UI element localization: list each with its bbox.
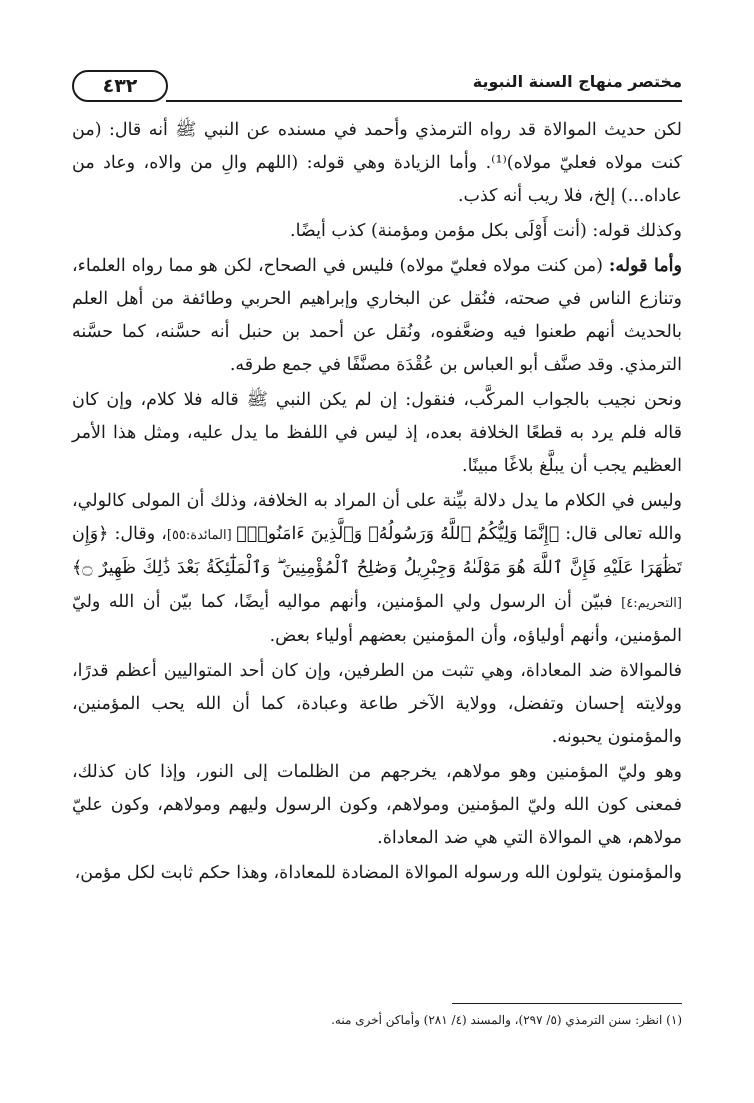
verse-reference-tahrim: [التحريم:٤] [621,596,682,611]
running-title: مختصر منهاج السنة النبوية [472,72,682,91]
quran-verse-tahrim: ﴿وَإِن تَظَٰهَرَا عَلَيْهِ فَإِنَّ ٱللَّهَ هُوَ مَوْلَىٰهُ وَجِبْرِيلُ وَصَٰلِحُ ٱلْمُؤْمِنِينَ ۖ وَٱلْمَلَٰٓئِكَةُ بَعْدَ ذَٰلِكَ ظَهِيرٌ ۝﴾ [72,524,682,578]
page-body [72,114,682,890]
paragraph-1: لكن حديث الموالاة قد رواه الترمذي وأحمد في مسنده عن النبي ﷺ أنه قال: (من كنت مولاه فعليّ مولاه)⁽¹⁾. وأما الزيادة وهي قوله: (اللهم والِ من والاه، وعاد من عاداه...) إلخ، فلا ريب أنه كذب. [72,120,682,206]
footnote-rule [452,1003,682,1004]
paragraph-3-lead: وأما قوله: [608,256,682,276]
paragraph-3-text: (من كنت مولاه فعليّ مولاه) فليس في الصحاح، لكن هو مما رواه العلماء، وتنازع الناس في صحته، فنُقل عن البخاري وإبراهيم الحربي وطائفة من أهل العلم بالحديث أنهم طعنوا فيه وضعَّفوه، ونُقل عن أحمد بن حنبل أنه حسَّنه، كما حسَّنه الترمذي. وقد صنَّف أبو العباس بن عُقْدَة مصنَّفًا في جمع طرقه. [72,256,682,375]
header-rule [166,100,682,102]
paragraph-5 [72,485,682,653]
paragraph-8: والمؤمنون يتولون الله ورسوله الموالاة المضادة للمعاداة، وهذا حكم ثابت لكل مؤمن، [74,863,682,883]
quran-verse-maidah: ﴿إِنَّمَا وَلِيُّكُمُ ٱللَّهُ وَرَسُولُهُۥ وَٱلَّذِينَ ءَامَنُوا۟﴾ [236,524,560,544]
paragraph-2: وكذلك قوله: (أنت أَوْلَى بكل مؤمن ومؤمنة) كذب أيضًا. [290,221,682,241]
paragraph-7: وهو وليّ المؤمنين وهو مولاهم، يخرجهم من الظلمات إلى النور، وإذا كان كذلك، فمعنى كون الله وليّ المؤمنين ومولاهم، وكون الرسول وليهم ومولاهم، وكون عليّ مولاهم، هي الموالاة التي هي ضد المعاداة. [72,762,682,848]
paragraph-5-text-c: فبيّن أن الرسول ولي المؤمنين، وأنهم مواليه أيضًا، كما بيّن أن الله وليّ المؤمنين، وأنهم أولياؤه، وأن المؤمنين بعضهم أولياء بعض. [72,592,682,646]
paragraph-5-text-b: ، وقال: [108,524,167,544]
paragraph-6: فالموالاة ضد المعاداة، وهي تثبت من الطرفين، وإن كان أحد المتواليين أعظم قدرًا، وولايته إحسان وتفضل، وولاية الآخر طاعة وعبادة، كما أن الله يحب المؤمنين، والمؤمنون يحبونه. [72,661,682,747]
page-header [72,66,682,106]
paragraph-3 [72,250,682,382]
page-number: ٤٣٢ [72,70,168,102]
paragraph-4: ونحن نجيب بالجواب المركَّب، فنقول: إن لم يكن النبي ﷺ قاله فلا كلام، وإن كان قاله فلم يرد به قطعًا الخلافة بعده، إذ ليس في اللفظ ما يدل عليه، ومثل هذا الأمر العظيم يجب أن يبلَّغ بلاغًا مبينًا. [72,390,682,476]
paragraph-5-text-a: وليس في الكلام ما يدل دلالة بيِّنة على أن المراد به الخلافة، وذلك أن المولى كالولي، والله تعالى قال: [72,491,682,544]
verse-reference-maidah: [المائدة:٥٥] [166,528,237,543]
footnote: (١) انظر: سنن الترمذي (٥/ ٢٩٧)، والمسند (٤/ ٢٨١) وأماكن أخرى منه. [331,1013,682,1027]
